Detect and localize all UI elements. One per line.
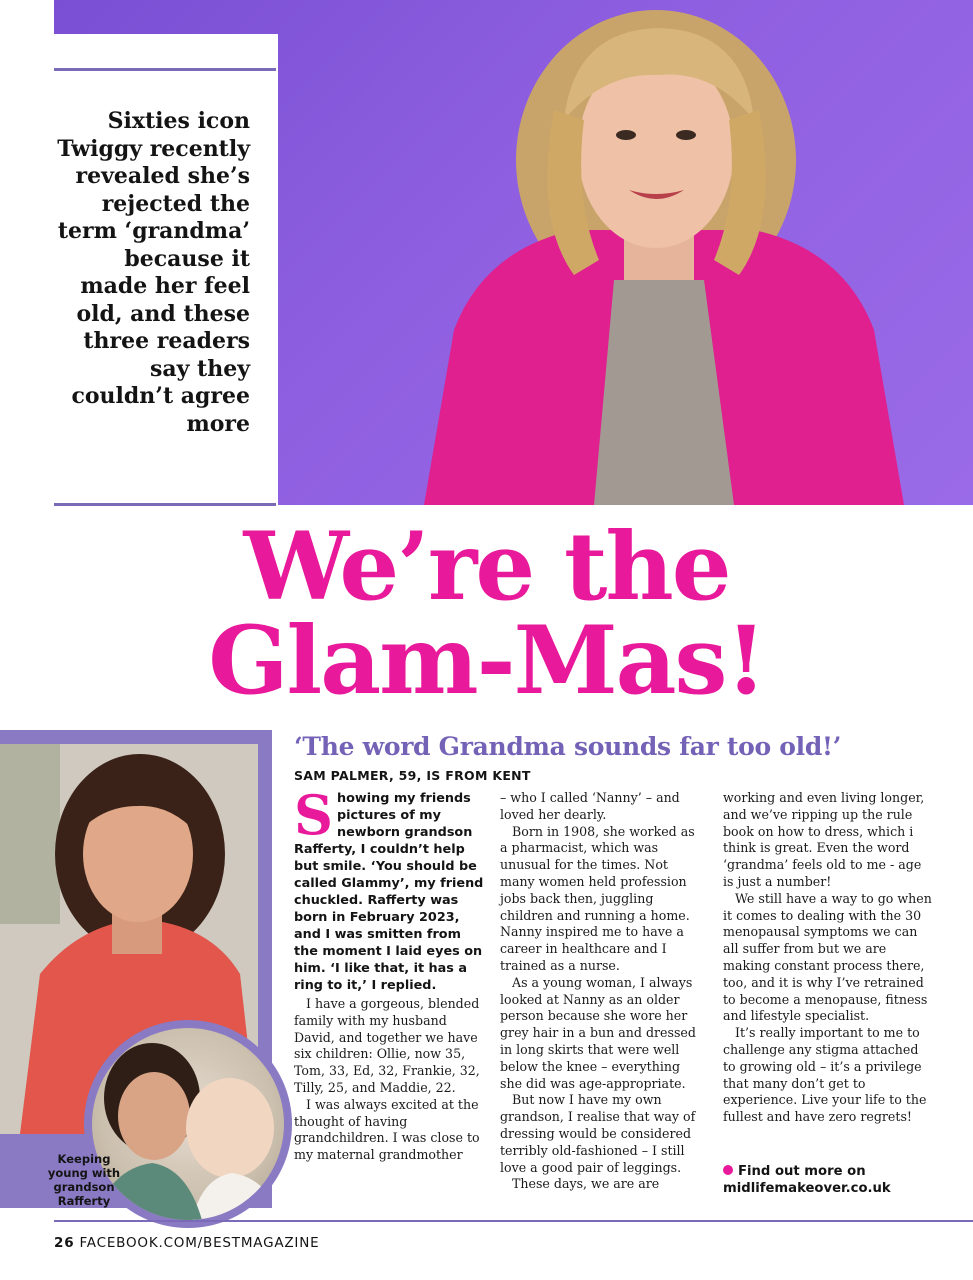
headline-line-2: Glam-Mas! <box>208 606 765 716</box>
headline <box>0 512 973 716</box>
footer <box>54 1235 319 1251</box>
find-out-label: Find out more on <box>738 1164 866 1179</box>
byline: SAM PALMER, 59, IS FROM KENT <box>294 768 531 783</box>
caption-line-4: Rafferty <box>57 1194 111 1208</box>
subhead-quote: ‘The word Grandma sounds far too old!’ <box>294 732 842 761</box>
lead-text: howing my friends pictures of my newborn grandson Rafferty, I couldn’t help but smile. ‘You should be called Glammy’, my friend chuckled. Rafferty was born in February 2023, and I was smitten from the moment I laid eyes on him. ‘I like that, it has a ring to it,’ I replied. <box>294 791 484 993</box>
find-out-more <box>723 1163 943 1197</box>
intro-rule-bottom <box>54 503 276 506</box>
bullet-icon <box>723 1165 733 1175</box>
page-number: 26 <box>54 1235 75 1251</box>
paragraph-2-cont: – who I called ‘Nanny’ – and loved her dearly. <box>500 790 680 822</box>
lead-paragraph <box>294 783 484 994</box>
caption-line-2: young with <box>47 1166 121 1180</box>
paragraph-8: It’s really important to me to challenge any stigma attached to growing old – it’s a privilege that many don’t get to experience. Live your life to the fullest and have zero regrets! <box>723 1025 927 1125</box>
paragraph-3: Born in 1908, she worked as a pharmacist, which was unusual for the times. Not many women held profession jobs back then, juggling children and running a home. Nanny inspired me to have a career in healthcare and I trained as a nurse. <box>500 823 695 973</box>
column-3 <box>723 790 935 1126</box>
caption-line-1: Keeping <box>57 1152 111 1166</box>
photo-caption <box>44 1152 124 1208</box>
headline-line-1: We’re the <box>243 512 730 622</box>
intro-rule-top <box>54 68 276 71</box>
paragraph-1: I have a gorgeous, blended family with my husband David, and together we have six children: Ollie, now 35, Tom, 33, Ed, 32, Frankie, 32, Tilly, 25, and Maddie, 22. <box>294 996 480 1095</box>
paragraph-4: As a young woman, I always looked at Nanny as an older person because she wore her grey hair in a bun and dressed in long skirts that were well below the knee – everything she did was age-appropriate. <box>500 974 696 1091</box>
paragraph-5: But now I have my own grandson, I realise that way of dressing would be considered terribly old-fashioned – I still love a good pair of leggings. <box>500 1092 696 1175</box>
footer-rule <box>54 1220 973 1222</box>
paragraph-2: I was always excited at the thought of having grandchildren. I was close to my maternal grandmother <box>294 1096 480 1163</box>
footer-link[interactable]: FACEBOOK.COM/BESTMAGAZINE <box>79 1235 320 1251</box>
column-2 <box>500 790 706 1193</box>
drop-cap: S <box>294 783 333 847</box>
intro-text: Sixties icon Twiggy recently revealed she’s rejected the term ‘grandma’ because it made her feel old, and these three readers say they couldn’t agree more <box>57 108 250 437</box>
website-link[interactable]: midlifemakeover.co.uk <box>723 1181 891 1196</box>
paragraph-7: We still have a way to go when it comes to dealing with the 30 menopausal symptoms we can all suffer from but we are making constant process there, too, and it is why I’ve retrained to become a menopause, fitness and lifestyle specialist. <box>723 890 932 1024</box>
paragraph-6-cont: working and even living longer, and we’ve ripping up the rule book on how to dress, which i think is great. Even the word ‘grandma’ feels old to me - age is just a number! <box>723 790 925 889</box>
column-1 <box>294 783 484 1164</box>
paragraph-6: These days, we are are <box>512 1176 660 1192</box>
caption-line-3: grandson <box>53 1180 115 1194</box>
